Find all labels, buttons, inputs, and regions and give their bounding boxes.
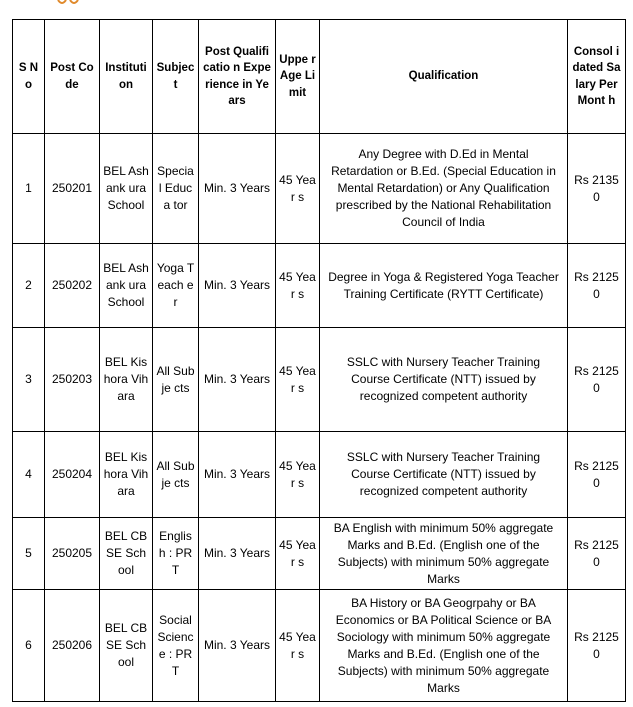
cell-salary: Rs 21250	[568, 432, 626, 518]
cell-post-code: 250206	[45, 590, 100, 702]
cell-institution: BEL Ashank ura School	[100, 244, 153, 328]
cell-salary: Rs 21250	[568, 328, 626, 432]
cell-age-limit: 45 Year s	[276, 518, 320, 590]
header-experience: Post Qualificatio n Experience in Years	[199, 20, 276, 134]
cell-age-limit: 45 Year s	[276, 432, 320, 518]
cell-institution: BEL Kishora Vihara	[100, 432, 153, 518]
cell-experience: Min. 3 Years	[199, 244, 276, 328]
cell-salary: Rs 21350	[568, 134, 626, 244]
cell-subject: All Subje cts	[153, 328, 199, 432]
header-qualification: Qualification	[320, 20, 568, 134]
vacancy-table	[12, 19, 626, 702]
cell-sno: 2	[13, 244, 45, 328]
cell-institution: BEL Kishora Vihara	[100, 328, 153, 432]
logo-fragment	[56, 0, 82, 6]
cell-sno: 3	[13, 328, 45, 432]
cell-qualification: Degree in Yoga & Registered Yoga Teacher Training Certificate (RYTT Certificate)	[320, 244, 568, 328]
cell-post-code: 250201	[45, 134, 100, 244]
table-header-row	[13, 20, 626, 134]
cell-sno: 1	[13, 134, 45, 244]
header-age-limit: Uppe r Age Limit	[276, 20, 320, 134]
cell-institution: BEL CBSE School	[100, 590, 153, 702]
cell-experience: Min. 3 Years	[199, 134, 276, 244]
cell-subject: Specia l Educa tor	[153, 134, 199, 244]
cell-age-limit: 45 Year s	[276, 590, 320, 702]
header-institution: Instituti on	[100, 20, 153, 134]
cell-qualification: BA English with minimum 50% aggregate Marks and B.Ed. (English one of the Subjects) with minimum 50% aggregate Marks	[320, 518, 568, 590]
table-row	[13, 134, 626, 244]
cell-sno: 5	[13, 518, 45, 590]
cell-sno: 6	[13, 590, 45, 702]
cell-age-limit: 45 Year s	[276, 134, 320, 244]
cell-subject: All Subje cts	[153, 432, 199, 518]
cell-institution: BEL CBSE School	[100, 518, 153, 590]
cell-qualification: SSLC with Nursery Teacher Training Course Certificate (NTT) issued by recognized competent authority	[320, 432, 568, 518]
cell-post-code: 250204	[45, 432, 100, 518]
cell-salary: Rs 21250	[568, 244, 626, 328]
header-post-code: Post Code	[45, 20, 100, 134]
cell-post-code: 250202	[45, 244, 100, 328]
cell-experience: Min. 3 Years	[199, 432, 276, 518]
cell-qualification: Any Degree with D.Ed in Mental Retardation or B.Ed. (Special Education in Mental Retardation) or Any Qualification prescribed by the National Rehabilitation Council of India	[320, 134, 568, 244]
cell-post-code: 250205	[45, 518, 100, 590]
cell-age-limit: 45 Year s	[276, 244, 320, 328]
cell-institution: BEL Ashank ura School	[100, 134, 153, 244]
header-salary: Consol idated Salary Per Mont h	[568, 20, 626, 134]
cell-subject: Yoga Teach er	[153, 244, 199, 328]
table-row	[13, 590, 626, 702]
cell-experience: Min. 3 Years	[199, 590, 276, 702]
table-row	[13, 328, 626, 432]
header-sno: S No	[13, 20, 45, 134]
cell-age-limit: 45 Year s	[276, 328, 320, 432]
cell-subject: Social Scienc e : PRT	[153, 590, 199, 702]
cell-post-code: 250203	[45, 328, 100, 432]
cell-experience: Min. 3 Years	[199, 328, 276, 432]
cell-salary: Rs 21250	[568, 590, 626, 702]
table-row	[13, 518, 626, 590]
cell-qualification: SSLC with Nursery Teacher Training Course Certificate (NTT) issued by recognized competent authority	[320, 328, 568, 432]
cell-subject: Englis h : PRT	[153, 518, 199, 590]
cell-experience: Min. 3 Years	[199, 518, 276, 590]
cell-salary: Rs 21250	[568, 518, 626, 590]
table-row	[13, 432, 626, 518]
header-subject: Subjec t	[153, 20, 199, 134]
cell-qualification: BA History or BA Geogrpahy or BA Economics or BA Political Science or BA Sociology with minimum 50% aggregate Marks and B.Ed. (English one of the Subjects) with minimum 50% aggregate Marks	[320, 590, 568, 702]
table-row	[13, 244, 626, 328]
cell-sno: 4	[13, 432, 45, 518]
